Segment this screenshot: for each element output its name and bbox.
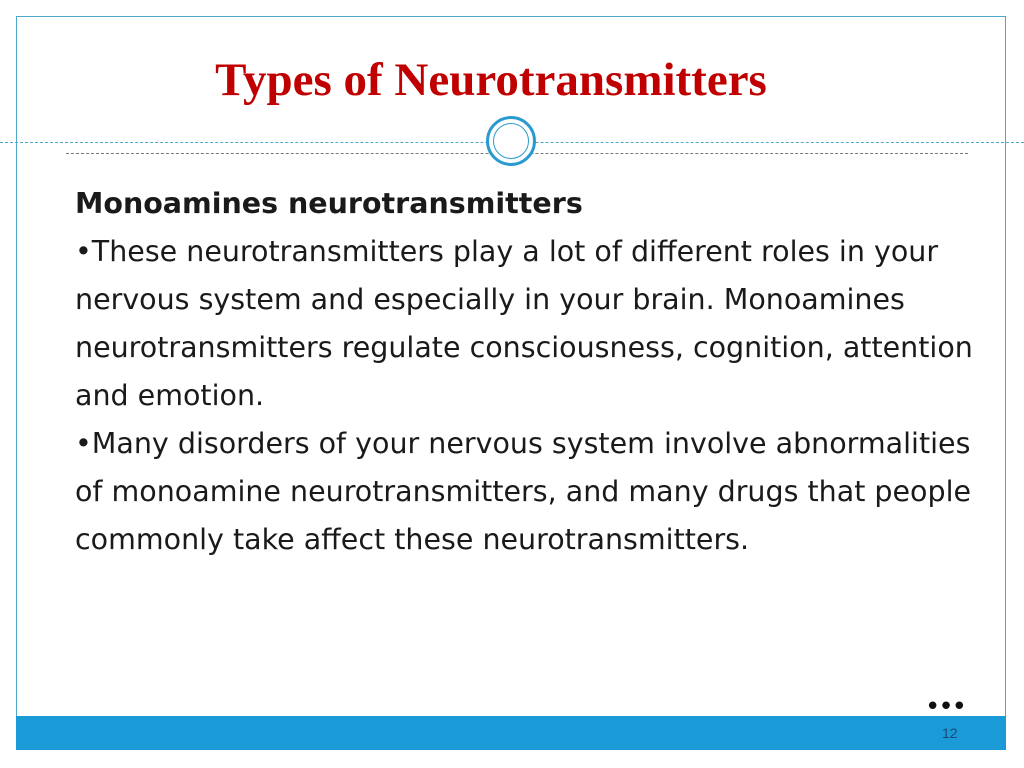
bullet-paragraph-2: •Many disorders of your nervous system involve abnormalities of monoamine neurotransmitters, and many drugs that people commonly take affect these neurotransmitters. — [75, 427, 972, 556]
slide-title: Types of Neurotransmitters — [215, 54, 767, 106]
more-dots-icon: ••• — [925, 692, 966, 722]
ring-ornament-icon — [486, 116, 536, 166]
bullet-paragraph-1: •These neurotransmitters play a lot of different roles in your nervous system and especially in your brain. Monoamines neurotransmitters regulate consciousness, cognition, attention and emotion. — [75, 235, 973, 412]
ring-inner-icon — [493, 123, 529, 159]
section-heading: Monoamines neurotransmitters — [75, 187, 583, 220]
footer-bar — [16, 716, 1006, 750]
page-number: 12 — [942, 725, 958, 741]
slide-body — [75, 180, 975, 564]
